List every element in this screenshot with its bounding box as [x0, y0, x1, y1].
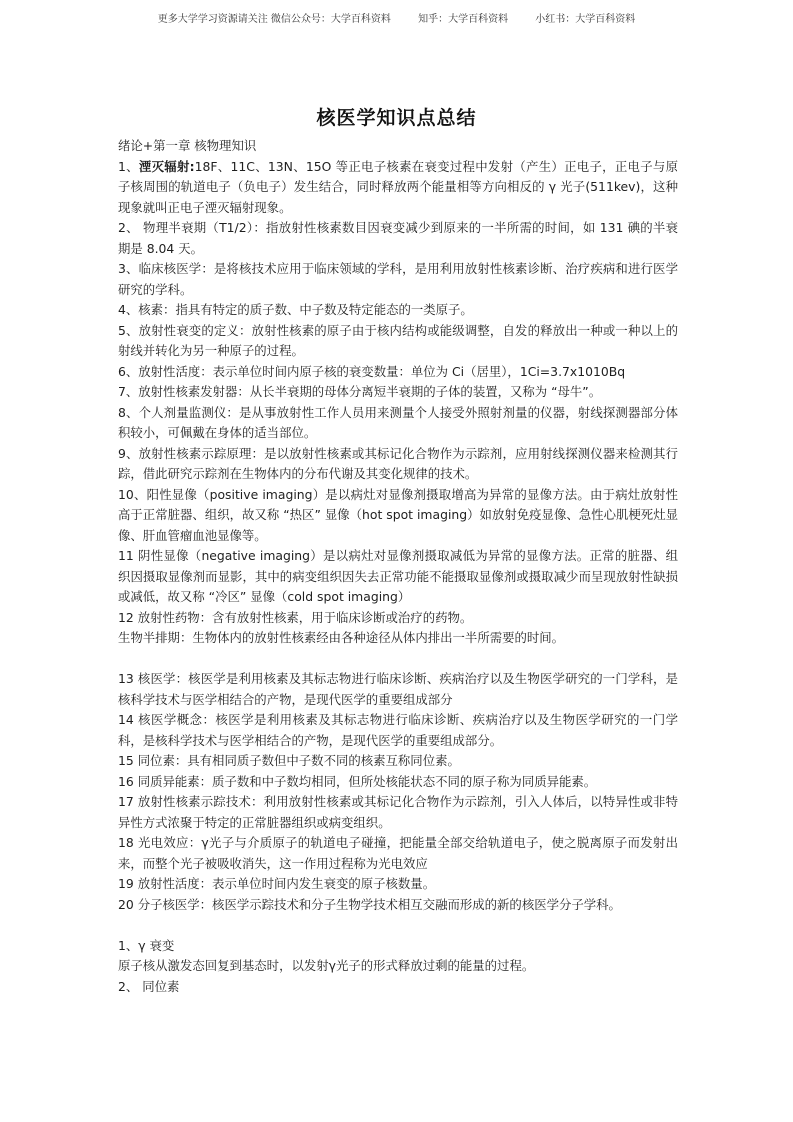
- header-wechat-text: 更多大学学习资源请关注 微信公众号：大学百科资料: [157, 14, 391, 25]
- paragraph-item: 12 放射性药物：含有放射性核素，用于临床诊断或治疗的药物。: [118, 609, 473, 625]
- paragraph-item: 17 放射性核素示踪技术：利用放射性核素或其标记化合物作为示踪剂，引入人体后，以特异性或非特异性方式浓聚于特定的正常脏器组织或病变组织。: [118, 794, 678, 830]
- paragraph-item: 7、放射性核素发射器：从长半衰期的母体分离短半衰期的子体的装置，又称为 “母牛”。: [118, 384, 602, 399]
- paragraph-item: 20 分子核医学：核医学示踪技术和分子生物学技术相互交融而形成的新的核医学分子学科。: [118, 896, 621, 912]
- header-zhihu-text: 知乎：大学百科资料: [418, 14, 509, 25]
- paragraph-item: 5、放射性衰变的定义：放射性核素的原子由于核内结构或能级调整，自发的释放出一种或一种以上的射线并转化为另一种原子的过程。: [118, 322, 678, 358]
- paragraph-item: 14 核医学概念：核医学是利用核素及其标志物进行临床诊断、疾病治疗以及生物医学研究的一门学科，是核科学技术与医学相结合的产物，是现代医学的重要组成部分。: [118, 712, 678, 748]
- paragraph-item: 8、个人剂量监测仪：是从事放射性工作人员用来测量个人接受外照射剂量的仪器，射线探测器部分体积较小，可佩戴在身体的适当部位。: [118, 404, 678, 440]
- paragraph-item: 16 同质异能素：质子数和中子数均相同，但所处核能状态不同的原子称为同质异能素。: [118, 773, 597, 789]
- page-title: 核医学知识点总结: [316, 107, 477, 129]
- paragraph-item: 原子核从激发态回复到基态时，以发射γ光子的形式释放过剩的能量的过程。: [118, 958, 535, 973]
- paragraph-item: 19 放射性活度：表示单位时间内发生衰变的原子核数量。: [118, 876, 436, 891]
- page-header: [0, 10, 793, 25]
- paragraph-item: 4、核素：指具有特定的质子数、中子数及特定能态的一类原子。: [118, 302, 473, 317]
- paragraph-item: 11 阴性显像（negative imaging）是以病灶对显像剂摄取减低为异常的显像方法。正常的脏器、组织因摄取显像剂而显影，其中的病变组织因失去正常功能不能摄取显像剂或摄取减少而呈现放射性缺损或减低，故又称 “冷区” 显像（cold spot imaging）: [118, 548, 678, 604]
- item-number: 1、: [118, 158, 139, 174]
- paragraph-item-1: [118, 157, 678, 219]
- term-bold: 湮灭辐射:: [138, 158, 195, 174]
- paragraph-item: 2、 同位素: [118, 978, 180, 994]
- item-text: 18F、11C、13N、15O 等正电子核素在衰变过程中发射（产生）正电子，正电子与原子核周围的轨道电子（负电子）发生结合，同时释放两个能量相等方向相反的 γ 光子(511kev)，这种现象就叫正电子湮灭辐射现象。: [118, 158, 678, 215]
- paragraph-item: 18 光电效应：γ光子与介质原子的轨道电子碰撞，把能量全部交给轨道电子，使之脱离原子而发射出来，而整个光子被吸收消失，这一作用过程称为光电效应: [118, 835, 678, 871]
- paragraph-item: 生物半排期：生物体内的放射性核素经由各种途径从体内排出一半所需要的时间。: [118, 630, 565, 645]
- blank-line: [118, 649, 678, 670]
- paragraph-item: 13 核医学：核医学是利用核素及其标志物进行临床诊断、疾病治疗以及生物医学研究的一门学科，是核科学技术与医学相结合的产物，是现代医学的重要组成部分: [118, 671, 678, 707]
- paragraph-item: 15 同位素：具有相同质子数但中子数不同的核素互称同位素。: [118, 753, 460, 768]
- document-body: [118, 136, 678, 997]
- paragraph-item: 10、阳性显像（positive imaging）是以病灶对显像剂摄取增高为异常的显像方法。由于病灶放射性高于正常脏器、组织，故又称 “热区” 显像（hot spot imaging）如放射免疫显像、急性心肌梗死灶显像、肝血管瘤血池显像等。: [118, 486, 678, 543]
- blank-line: [118, 915, 678, 936]
- paragraph-item: 6、放射性活度：表示单位时间内原子核的衰变数量：单位为 Ci（居里），1Ci=3.7x1010Bq: [118, 363, 626, 379]
- paragraph-item: 3、临床核医学：是将核技术应用于临床领域的学科，是用利用放射性核素诊断、治疗疾病和进行医学研究的学科。: [118, 261, 678, 297]
- paragraph-item: 2、 物理半衰期（T1/2）：指放射性核素数目因衰变减少到原来的一半所需的时间，如 131 碘的半衰期是 8.04 天。: [118, 220, 678, 256]
- paragraph-item: 1、γ 衰变: [118, 937, 175, 953]
- header-xiaohongshu-text: 小红书：大学百科资料: [535, 14, 636, 25]
- section-heading: 绪论+第一章 核物理知识: [118, 138, 257, 153]
- paragraph-item: 9、放射性核素示踪原理：是以放射性核素或其标记化合物作为示踪剂，应用射线探测仪器来检测其行踪，借此研究示踪剂在生物体内的分布代谢及其变化规律的技术。: [118, 445, 678, 481]
